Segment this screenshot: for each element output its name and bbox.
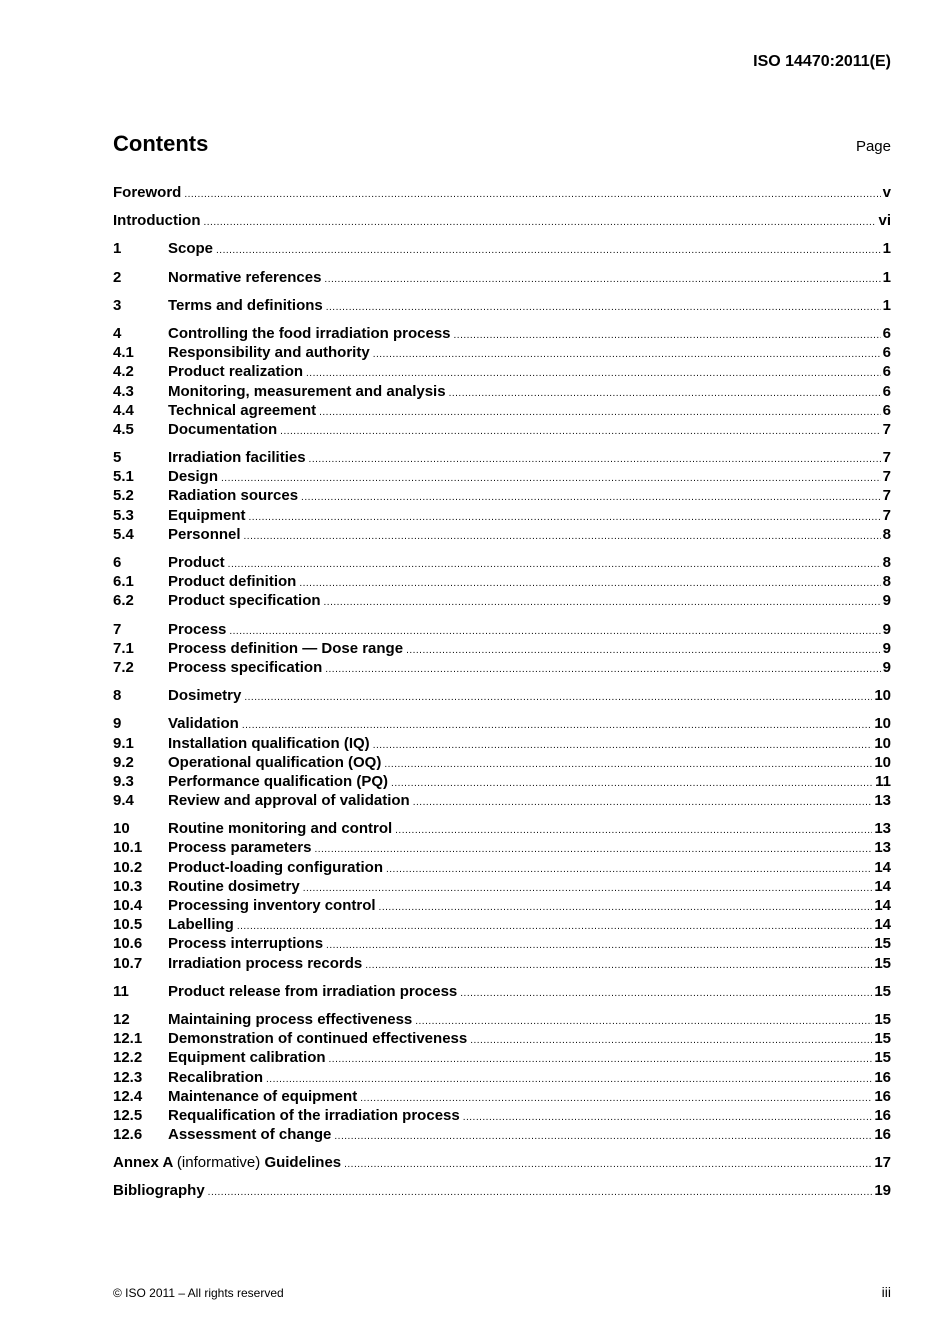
toc-entry-title: Performance qualification (PQ) (168, 772, 389, 790)
toc-entry-title: Radiation sources (168, 487, 299, 505)
toc-entry[interactable] (113, 753, 891, 772)
toc-entry[interactable] (113, 1010, 891, 1029)
toc-entry[interactable] (113, 877, 891, 896)
toc-entry-title: Validation (168, 715, 239, 733)
toc-entry[interactable] (113, 268, 891, 287)
toc-entry-title: Design (168, 468, 219, 486)
toc-entry-page: 13 (874, 792, 891, 810)
toc-entry-title: Processing inventory control (168, 897, 376, 914)
toc-entry-title: Operational qualification (OQ) (168, 753, 382, 771)
toc-entry[interactable] (113, 1048, 891, 1067)
toc-entry[interactable] (113, 296, 891, 315)
toc-entry-page: 14 (874, 897, 891, 914)
toc-entry[interactable] (113, 401, 891, 420)
toc-entry-title: Irradiation process records (168, 954, 363, 972)
toc-entry[interactable] (113, 1087, 891, 1106)
toc-entry[interactable] (113, 838, 891, 857)
dot-leader (319, 403, 881, 422)
dot-leader (301, 488, 881, 507)
toc-entry-page: 19 (874, 1182, 891, 1200)
toc-entry-title: Scope (168, 240, 214, 258)
toc-entry-page: 8 (882, 554, 891, 571)
toc-entry-page: 11 (875, 772, 891, 790)
dot-leader (395, 821, 872, 840)
toc-entry-number: 12.6 (113, 1126, 143, 1144)
toc-entry-title: Responsibility and authority (168, 344, 370, 362)
toc-entry[interactable] (113, 183, 891, 202)
toc-entry-number: 12.5 (113, 1106, 143, 1124)
toc-entry-number: 4.1 (113, 344, 134, 362)
toc-entry-number: 9.2 (113, 753, 134, 771)
toc-entry-title: Irradiation facilities (168, 449, 306, 467)
toc-entry[interactable] (113, 324, 891, 343)
dot-leader (449, 384, 881, 403)
toc-entry-page: 15 (874, 982, 891, 1000)
toc-entry-number: 10.6 (113, 935, 143, 953)
dot-leader (415, 1012, 872, 1031)
page-number: iii (881, 1284, 891, 1300)
toc-entry-page: 14 (874, 916, 891, 934)
toc-entry-title: Labelling (168, 916, 234, 934)
dot-leader (299, 574, 880, 593)
toc-entry[interactable] (113, 1029, 891, 1048)
toc-entry-number: 5.3 (113, 506, 134, 524)
toc-entry-page: 10 (874, 715, 891, 733)
dot-leader (379, 898, 873, 917)
toc-entry-number: 10 (113, 820, 130, 838)
toc-entry[interactable] (113, 982, 891, 1001)
toc-entry-page: v (882, 184, 891, 201)
dot-leader (373, 736, 873, 755)
toc-entry-page: 13 (874, 820, 891, 838)
toc-entry-title: Assessment of change (168, 1126, 332, 1144)
toc-entry-page: 15 (874, 1030, 891, 1048)
toc-entry-number: 12.4 (113, 1087, 143, 1105)
toc-entry-bibliography[interactable] (113, 1181, 891, 1200)
toc-entry-page: 6 (882, 363, 891, 381)
toc-entry-title: Demonstration of continued effectiveness (168, 1030, 468, 1048)
page-title: Contents (113, 131, 209, 156)
dot-leader (329, 1050, 873, 1069)
copyright-notice: © ISO 2011 – All rights reserved (113, 1286, 284, 1300)
dot-leader (365, 956, 872, 975)
toc-entry-page: 8 (882, 573, 891, 591)
toc-entry-title: Foreword (113, 184, 182, 201)
toc-entry-title: Process interruptions (168, 935, 324, 953)
annex-qualifier: (informative) (176, 1154, 261, 1172)
annex-label: Annex A (113, 1154, 173, 1172)
toc-entry-number: 3 (113, 296, 122, 314)
toc-entry-title: Monitoring, measurement and analysis (168, 382, 446, 400)
toc-entry-title (113, 1153, 341, 1172)
toc-entry-title: Process parameters (168, 839, 312, 857)
toc-entry-number: 4 (113, 324, 122, 342)
toc-entry[interactable] (113, 467, 891, 486)
toc-entry[interactable] (113, 791, 891, 810)
toc-entry[interactable] (113, 591, 891, 610)
toc-entry-number: 12.1 (113, 1030, 143, 1048)
toc-entry[interactable] (113, 896, 891, 915)
toc-entry-page: 10 (874, 753, 891, 771)
toc-entry[interactable] (113, 954, 891, 973)
toc-entry-title: Product release from irradiation process (168, 982, 458, 1000)
toc-entry-title: Equipment (168, 506, 246, 524)
dot-leader (344, 1155, 872, 1174)
dot-leader (406, 641, 881, 660)
toc-entry-title: Bibliography (113, 1182, 205, 1200)
toc-entry-number: 10.3 (113, 877, 143, 895)
toc-entry-number: 11 (113, 982, 129, 1000)
toc-entry-title: Requalification of the irradiation process (168, 1106, 460, 1124)
toc-entry-page: 15 (874, 935, 891, 953)
toc-entry[interactable] (113, 686, 891, 705)
toc-entry-page: 6 (882, 344, 891, 362)
toc-entry[interactable] (113, 714, 891, 733)
dot-leader (309, 450, 881, 469)
toc-entry[interactable] (113, 639, 891, 658)
dot-leader (391, 774, 873, 793)
toc-entry-number: 5.1 (113, 468, 134, 486)
toc-entry[interactable] (113, 734, 891, 753)
toc-entry-page: 7 (882, 487, 891, 505)
toc-entry-title: Product definition (168, 573, 297, 591)
toc-entry[interactable] (113, 934, 891, 953)
toc-entry-page: 7 (882, 449, 891, 467)
toc-entry[interactable] (113, 239, 891, 258)
toc-entry-title: Maintaining process effectiveness (168, 1010, 413, 1028)
toc-entry-page: 6 (882, 401, 891, 419)
toc-entry-page: 14 (874, 877, 891, 895)
toc-entry[interactable] (113, 1068, 891, 1087)
toc-entry-number: 4.2 (113, 363, 134, 381)
toc-entry-number: 4.4 (113, 401, 134, 419)
dot-leader (303, 879, 873, 898)
toc-entry-page: 16 (874, 1106, 891, 1124)
dot-leader (460, 984, 872, 1003)
dot-leader (454, 326, 881, 345)
dot-leader (373, 345, 881, 364)
dot-leader (314, 840, 872, 859)
toc-entry-number: 12.3 (113, 1068, 143, 1086)
toc-entry-number: 9.3 (113, 772, 134, 790)
page-column-label: Page (855, 138, 891, 155)
toc-entry[interactable] (113, 382, 891, 401)
dot-leader (208, 1183, 873, 1202)
toc-entry-number: 12 (113, 1010, 130, 1028)
annex-title: Guidelines (264, 1154, 342, 1172)
toc-entry-number: 10.4 (113, 897, 143, 914)
toc-entry-number: 8 (113, 687, 122, 705)
toc-entry-page: 8 (882, 525, 891, 543)
toc-entry-page: 16 (874, 1087, 891, 1105)
toc-entry-title: Personnel (168, 525, 241, 543)
toc-entry-page: 16 (874, 1068, 891, 1086)
toc-entry-page: 17 (874, 1154, 891, 1172)
toc-entry-title: Controlling the food irradiation process (168, 324, 451, 342)
contents-header (113, 131, 891, 161)
toc-entry-page: 1 (882, 240, 891, 258)
toc-entry-title: Documentation (168, 420, 278, 438)
toc-entry[interactable] (113, 658, 891, 677)
dot-leader (384, 755, 872, 774)
toc-entry[interactable] (113, 448, 891, 467)
toc-entry[interactable] (113, 362, 891, 381)
dot-leader (244, 688, 872, 707)
dot-leader (325, 660, 880, 679)
toc-entry[interactable] (113, 1106, 891, 1125)
toc-entry[interactable] (113, 772, 891, 791)
toc-entry-page: 9 (882, 639, 891, 657)
toc-entry-number: 4.3 (113, 382, 134, 400)
dot-leader (216, 241, 881, 260)
toc-entry-number: 10.5 (113, 916, 143, 934)
toc-entry-title: Routine dosimetry (168, 877, 300, 895)
dot-leader (203, 213, 876, 232)
dot-leader (221, 469, 881, 488)
toc-entry-page: 15 (874, 954, 891, 972)
toc-entry-number: 7.1 (113, 639, 134, 657)
toc-entry-number: 1 (113, 240, 122, 258)
toc-entry[interactable] (113, 211, 891, 230)
toc-entry-page: 1 (882, 268, 891, 286)
toc-entry-page: 14 (874, 858, 891, 876)
toc-entry-number: 7 (113, 620, 122, 638)
toc-entry-page: 7 (882, 468, 891, 486)
toc-entry-number: 9.1 (113, 734, 134, 752)
toc-entry[interactable] (113, 506, 891, 525)
toc-entry-title: Process (168, 620, 227, 638)
toc-entry-number: 6 (113, 554, 122, 571)
dot-leader (334, 1127, 872, 1146)
toc-entry-title: Terms and definitions (168, 296, 323, 314)
toc-entry-title: Equipment calibration (168, 1049, 326, 1067)
standard-identifier: ISO 14470:2011(E) (753, 53, 891, 70)
toc-entry-number: 9 (113, 715, 122, 733)
toc-entry-number: 4.5 (113, 420, 134, 438)
dot-leader (463, 1108, 873, 1127)
toc-entry-page: 7 (882, 506, 891, 524)
toc-entry-title: Installation qualification (IQ) (168, 734, 370, 752)
toc-entry-page: 15 (874, 1010, 891, 1028)
dot-leader (228, 555, 881, 574)
toc-entry[interactable] (113, 819, 891, 838)
dot-leader (280, 422, 880, 441)
toc-entry-title: Product (168, 554, 225, 571)
toc-entry-number: 12.2 (113, 1049, 143, 1067)
toc-entry-page: vi (878, 212, 891, 230)
dot-leader (326, 936, 872, 955)
toc-entry[interactable] (113, 553, 891, 572)
toc-entry-title: Normative references (168, 268, 322, 286)
toc-entry-title: Maintenance of equipment (168, 1087, 358, 1105)
toc-entry-number: 9.4 (113, 792, 134, 810)
toc-entry-page: 10 (874, 687, 891, 705)
toc-entry-page: 7 (882, 420, 891, 438)
toc-entry-annex-a[interactable] (113, 1153, 891, 1172)
dot-leader (324, 270, 880, 289)
dot-leader (184, 185, 880, 204)
dot-leader (326, 298, 881, 317)
toc-entry-page: 9 (882, 620, 891, 638)
toc-entry-number: 5.2 (113, 487, 134, 505)
dot-leader (249, 508, 881, 527)
toc-entry[interactable] (113, 572, 891, 591)
toc-entry-title: Routine monitoring and control (168, 820, 393, 838)
toc-entry[interactable] (113, 343, 891, 362)
toc-entry[interactable] (113, 1125, 891, 1144)
toc-entry-page: 6 (882, 324, 891, 342)
toc-entry[interactable] (113, 858, 891, 877)
toc-entry-title: Product-loading configuration (168, 858, 383, 876)
toc-entry-number: 5.4 (113, 525, 134, 543)
toc-entry-page: 6 (882, 382, 891, 400)
toc-entry-page: 1 (882, 296, 891, 314)
toc-entry[interactable] (113, 915, 891, 934)
toc-entry[interactable] (113, 420, 891, 439)
toc-entry-title: Dosimetry (168, 687, 242, 705)
toc-entry-page: 16 (874, 1126, 891, 1144)
toc-entry-number: 6.2 (113, 592, 134, 610)
toc-entry-number: 10.1 (113, 839, 143, 857)
toc-entry-title: Product realization (168, 363, 304, 381)
toc-entry-number: 2 (113, 268, 122, 286)
toc-entry-number: 10.2 (113, 858, 143, 876)
toc-entry-title: Technical agreement (168, 401, 317, 419)
table-of-contents (113, 183, 891, 1201)
toc-entry[interactable] (113, 620, 891, 639)
toc-entry-number: 5 (113, 449, 122, 467)
toc-entry-number: 7.2 (113, 658, 134, 676)
toc-entry-page: 10 (874, 734, 891, 752)
toc-entry-page: 9 (882, 658, 891, 676)
dot-leader (413, 793, 873, 812)
dot-leader (244, 527, 881, 546)
toc-entry[interactable] (113, 486, 891, 505)
toc-entry-page: 9 (882, 592, 891, 610)
dot-leader (237, 917, 872, 936)
dot-leader (386, 860, 872, 879)
dot-leader (470, 1031, 872, 1050)
toc-entry-title: Process definition — Dose range (168, 639, 404, 657)
toc-entry-number: 10.7 (113, 954, 143, 972)
toc-entry-title: Process specification (168, 658, 323, 676)
toc-entry-title: Product specification (168, 592, 321, 610)
toc-entry-title: Review and approval of validation (168, 792, 410, 810)
toc-entry-number: 6.1 (113, 573, 134, 591)
toc-entry-title: Recalibration (168, 1068, 264, 1086)
toc-entry[interactable] (113, 525, 891, 544)
toc-entry-page: 15 (874, 1049, 891, 1067)
dot-leader (324, 593, 881, 612)
toc-entry-page: 13 (874, 839, 891, 857)
toc-entry-title: Introduction (113, 212, 201, 230)
